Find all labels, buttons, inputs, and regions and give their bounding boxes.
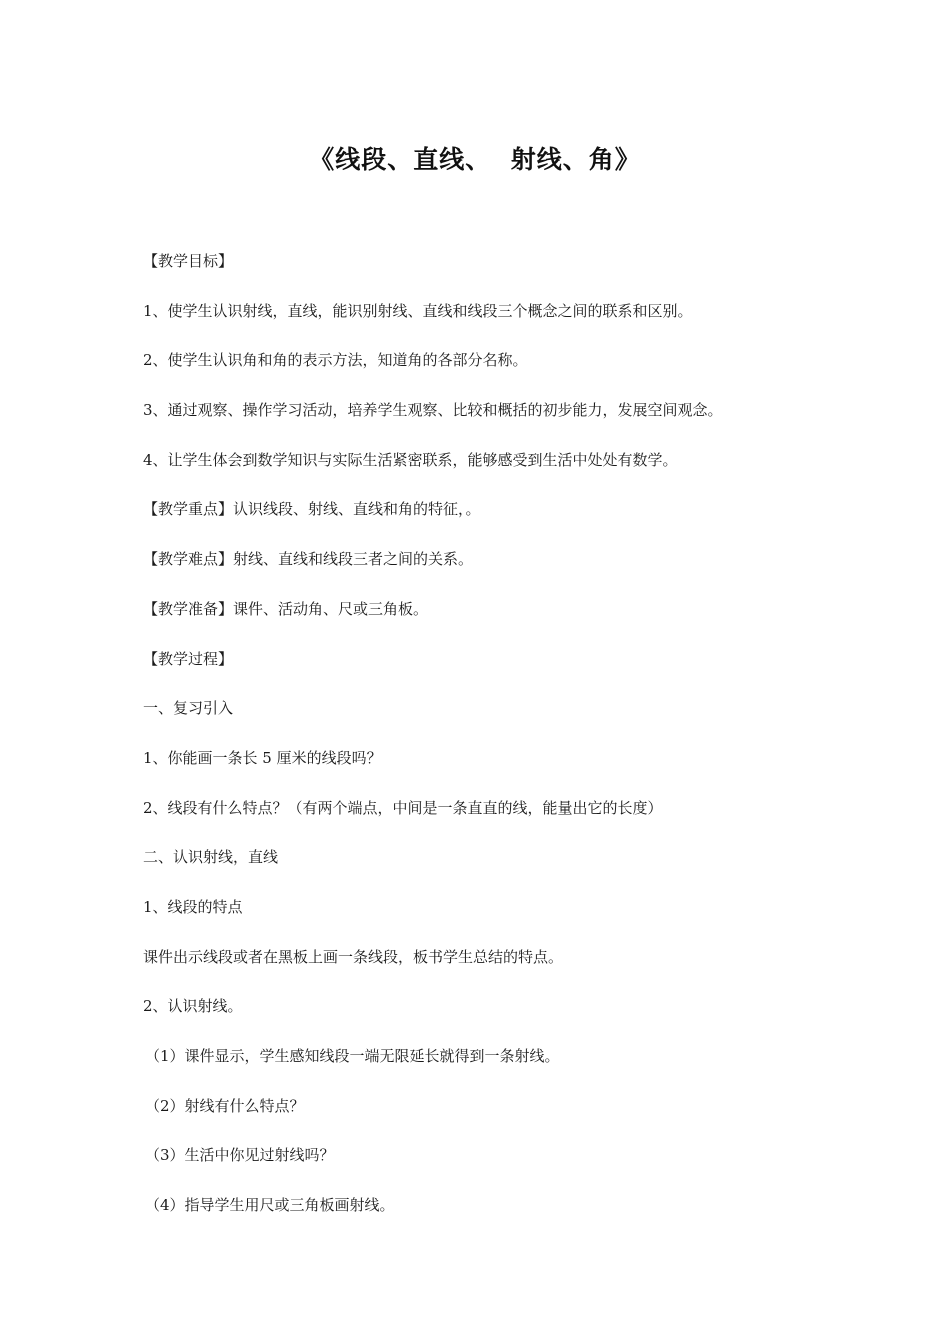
goal-item-3: 3、通过观察、操作学习活动，培养学生观察、比较和概括的初步能力，发展空间观念。 xyxy=(143,401,723,420)
review-question-1: 1、你能画一条长 5 厘米的线段吗？ xyxy=(143,748,382,767)
ray-step-1: （1）课件显示，学生感知线段一端无限延长就得到一条射线。 xyxy=(145,1047,560,1065)
ray-step-3: （3）生活中你见过射线吗？ xyxy=(145,1146,335,1165)
goal-item-1: 1、使学生认识射线，直线，能识别射线、直线和线段三个概念之间的联系和区别。 xyxy=(143,301,693,320)
teaching-key-points: 【教学重点】认识线段、射线、直线和角的特征，。 xyxy=(143,500,481,519)
goal-item-4: 4、让学生体会到数学知识与实际生活紧密联系，能够感受到生活中处处有数学。 xyxy=(143,450,678,469)
goal-item-2: 2、使学生认识角和角的表示方法，知道角的各部分名称。 xyxy=(143,351,528,370)
document-body xyxy=(143,249,843,1243)
document-title: 《线段、直线、 射线、角》 xyxy=(309,145,641,174)
teaching-difficulties: 【教学难点】射线、直线和线段三者之间的关系。 xyxy=(143,550,474,569)
section-rays-lines: 二、认识射线，直线 xyxy=(143,848,279,867)
section-review-intro: 一、复习引入 xyxy=(143,699,234,718)
review-question-2: 2、线段有什么特点？（有两个端点，中间是一条直直的线，能量出它的长度） xyxy=(143,798,663,817)
ray-heading: 2、认识射线。 xyxy=(143,997,243,1016)
teaching-preparation: 【教学准备】课件、活动角、尺或三角板。 xyxy=(143,599,429,618)
ray-step-2: （2）射线有什么特点？ xyxy=(145,1096,305,1115)
heading-teaching-process: 【教学过程】 xyxy=(143,649,234,668)
heading-teaching-goals: 【教学目标】 xyxy=(143,252,234,270)
segment-features-text: 课件出示线段或者在黑板上画一条线段，板书学生总结的特点。 xyxy=(143,947,564,966)
ray-step-4: （4）指导学生用尺或三角板画射线。 xyxy=(145,1196,395,1215)
segment-features-heading: 1、线段的特点 xyxy=(143,897,243,916)
